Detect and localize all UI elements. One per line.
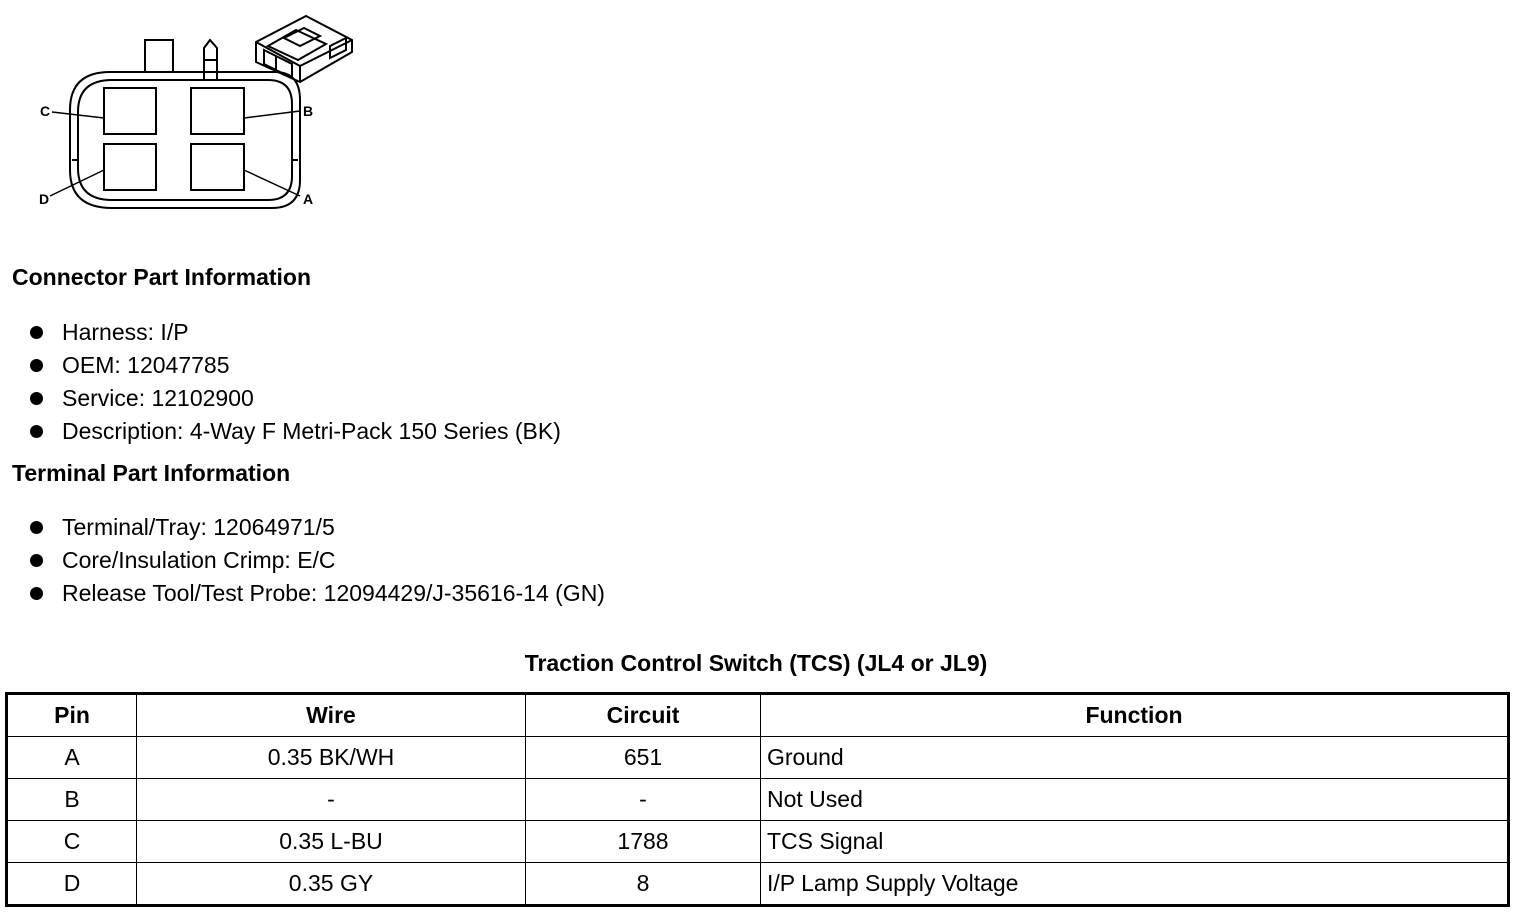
table-row: [7, 863, 1509, 906]
cell-pin: D: [7, 863, 137, 906]
bullet-icon: [30, 392, 43, 405]
list-item: [0, 511, 605, 544]
cell-wire: -: [137, 779, 526, 821]
cell-circuit: 8: [526, 863, 761, 906]
pin-table-title: Traction Control Switch (TCS) (JL4 or JL9): [524, 650, 988, 676]
terminal-info-list: [0, 511, 605, 610]
cell-pin: B: [7, 779, 137, 821]
pin-label-c: C: [40, 103, 51, 119]
connector-latch-tab: [145, 40, 173, 72]
connector-diagram: [0, 0, 380, 225]
cell-circuit: -: [526, 779, 761, 821]
connector-info-harness: Harness: I/P: [62, 319, 189, 345]
list-item: [0, 415, 561, 448]
table-row: [7, 821, 1509, 863]
list-item: [0, 349, 561, 382]
cell-function: Not Used: [761, 779, 1509, 821]
bullet-icon: [30, 359, 43, 372]
header-function: Function: [761, 694, 1509, 737]
pin-label-b: B: [303, 103, 314, 119]
connector-info-oem: OEM: 12047785: [62, 352, 230, 378]
list-item: [0, 382, 561, 415]
table-header-row: [7, 694, 1509, 737]
terminal-info-release-tool: Release Tool/Test Probe: 12094429/J-35616-14 (GN): [62, 580, 605, 606]
header-pin: Pin: [7, 694, 137, 737]
list-item: [0, 544, 605, 577]
bullet-icon: [30, 587, 43, 600]
pin-table: [5, 692, 1510, 907]
cavity-b: [191, 88, 244, 134]
terminal-info-crimp: Core/Insulation Crimp: E/C: [62, 547, 336, 573]
pin-label-d: D: [39, 191, 50, 207]
cell-pin: C: [7, 821, 137, 863]
table-row: [7, 737, 1509, 779]
list-item: [0, 577, 605, 610]
connector-info-list: [0, 316, 561, 448]
cell-circuit: 1788: [526, 821, 761, 863]
cell-function: TCS Signal: [761, 821, 1509, 863]
pin-label-a: A: [303, 191, 314, 207]
list-item: [0, 316, 561, 349]
cell-wire: 0.35 L-BU: [137, 821, 526, 863]
cavity-c: [104, 88, 156, 134]
header-circuit: Circuit: [526, 694, 761, 737]
bullet-icon: [30, 425, 43, 438]
connector-info-service: Service: 12102900: [62, 385, 254, 411]
bullet-icon: [30, 326, 43, 339]
cell-wire: 0.35 BK/WH: [137, 737, 526, 779]
cell-function: I/P Lamp Supply Voltage: [761, 863, 1509, 906]
cavity-a: [191, 144, 244, 190]
terminal-info-tray: Terminal/Tray: 12064971/5: [62, 514, 335, 540]
connector-info-heading: Connector Part Information: [12, 264, 312, 290]
connector-info-description: Description: 4-Way F Metri-Pack 150 Series (BK): [62, 418, 561, 444]
bullet-icon: [30, 554, 43, 567]
cell-pin: A: [7, 737, 137, 779]
bullet-icon: [30, 521, 43, 534]
header-wire: Wire: [137, 694, 526, 737]
connector-housing-inner: [78, 80, 292, 200]
table-row: [7, 779, 1509, 821]
cell-function: Ground: [761, 737, 1509, 779]
cell-circuit: 651: [526, 737, 761, 779]
cavity-d: [104, 144, 156, 190]
terminal-info-heading: Terminal Part Information: [12, 460, 291, 486]
cell-wire: 0.35 GY: [137, 863, 526, 906]
